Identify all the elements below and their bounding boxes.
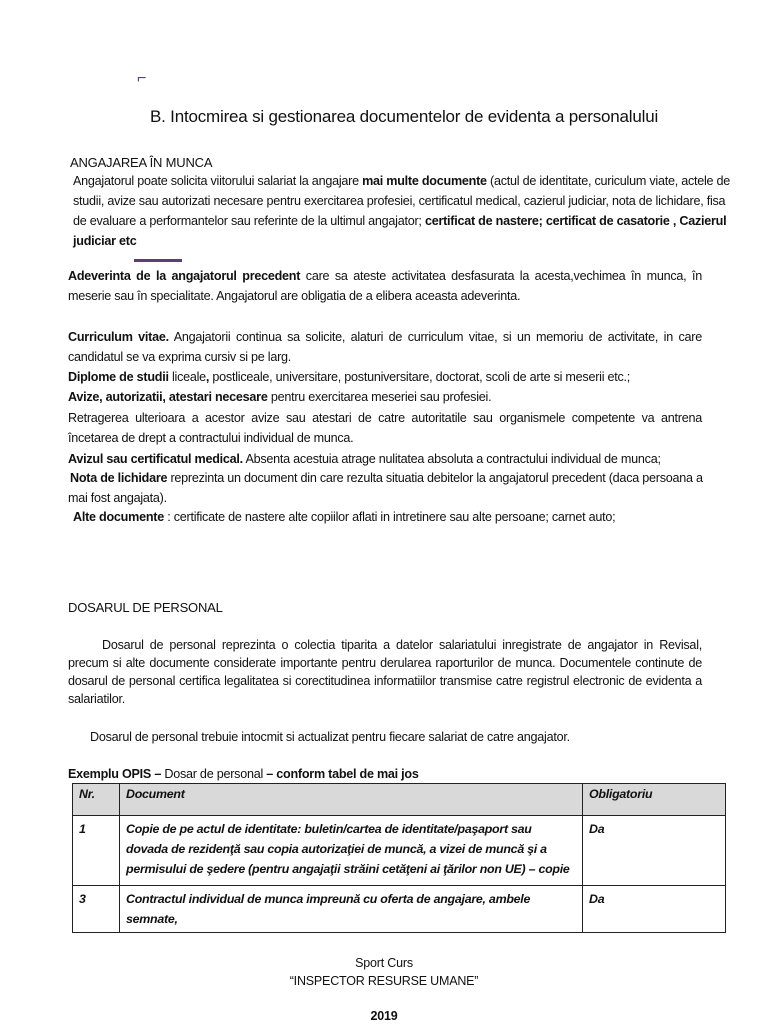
footer-course-title: “INSPECTOR RESURSE UMANE”: [289, 974, 479, 988]
diplome-paragraph: Diplome de studii liceale, postliceale, universitare, postuniversitare, doctorat, scoli de arte si meserii etc.;: [68, 370, 631, 384]
section-marker-glyph: ⌐: [137, 70, 147, 87]
nota-paragraph: Nota de lichidare reprezinta un document din care rezulta situatia debitelor la angajatorul precedent (daca persoana a mai fost angajata).: [68, 471, 703, 505]
purple-divider: [134, 259, 182, 262]
table-row: [73, 886, 726, 933]
dosarul-actualizat-paragraph: Dosarul de personal trebuie intocmit si actualizat pentru fiecare salariat de catre angajator.: [90, 730, 570, 744]
alte-documente-paragraph: Alte documente : certificate de nastere alte copiilor aflati in intretinere sau alte persoane; carnet auto;: [73, 510, 616, 524]
cv-paragraph: Curriculum vitae. Angajatorii continua sa solicite, alaturi de curriculum vitae, si un memoriu de activitate, in care candidatul se va exprima cursiv si pe larg.: [68, 330, 702, 364]
table-header-row: [73, 784, 726, 816]
avizul-paragraph: Avizul sau certificatul medical. Absenta acestuia atrage nulitatea absoluta a contractului individual de munca;: [68, 452, 661, 466]
heading-dosarul: DOSARUL DE PERSONAL: [68, 600, 223, 615]
avize-paragraph: Avize, autorizatii, atestari necesare pentru exercitarea meseriei sau profesiei.: [68, 390, 492, 404]
cell-document: Copie de pe actul de identitate: buletin/cartea de identitate/paşaport sau dovada de rezidenţă sau copia autorizaţiei de muncă, a vizei de muncă şi a permisului de şedere (pentru angajaţii străini cetăţeni ai ţărilor non UE) – copie: [120, 816, 583, 886]
cell-nr: 1: [73, 816, 120, 886]
table-row: [73, 816, 726, 886]
opis-table: [72, 783, 726, 933]
header-obligatoriu: Obligatoriu: [583, 784, 726, 816]
footer-course-name: Sport Curs: [355, 956, 413, 970]
header-nr: Nr.: [73, 784, 120, 816]
example-opis-line: Exemplu OPIS – Dosar de personal – conform tabel de mai jos: [68, 767, 419, 781]
header-document: Document: [120, 784, 583, 816]
footer-year: 2019: [370, 1009, 398, 1023]
retragerea-paragraph: Retragerea ulterioara a acestor avize sau atestari de catre autoritatile sau organismele competente va antrena încetarea de drept a contractului individual de munca.: [68, 411, 702, 445]
cell-obligatoriu: Da: [583, 816, 726, 886]
adeverinta-paragraph: Adeverinta de la angajatorul precedent care sa ateste activitatea desfasurata la acesta,vechimea în munca, în meserie sau în specialitate. Angajatorul are obligatia de a elibera aceasta adeverinta.: [68, 269, 702, 303]
cell-document: Contractul individual de munca impreună cu oferta de angajare, ambele semnate,: [120, 886, 583, 933]
page-title: B. Intocmirea si gestionarea documentelor de evidenta a personalului: [150, 107, 659, 126]
cell-obligatoriu: Da: [583, 886, 726, 933]
dosarul-paragraph: Dosarul de personal reprezinta o colectia tiparita a datelor salariatului inregistrate de angajator in Revisal, precum si alte documente considerate importante pentru derularea raporturilor de munca. Documentele continute de dosarul de personal certifica legalitatea si corectitudinea informatiilor transmise catre registrul electronic de evidenta a salariatilor.: [68, 638, 702, 706]
intro-paragraph: Angajatorul poate solicita viitorului salariat la angajare mai multe documente (actul de identitate, curiculum viate, actele de studii, avize sau autorizati necesare pentru exercitarea profesiei, certificatul medical, cazierul judiciar, nota de lichidare, fisa de evaluare a performantelor sau referinte de la ultimul angajator; certificat de nastere; certificat de casatorie , Cazierul judiciar etc: [73, 174, 731, 248]
cell-nr: 3: [73, 886, 120, 933]
heading-angajarea: ANGAJAREA ÎN MUNCA: [70, 155, 213, 170]
